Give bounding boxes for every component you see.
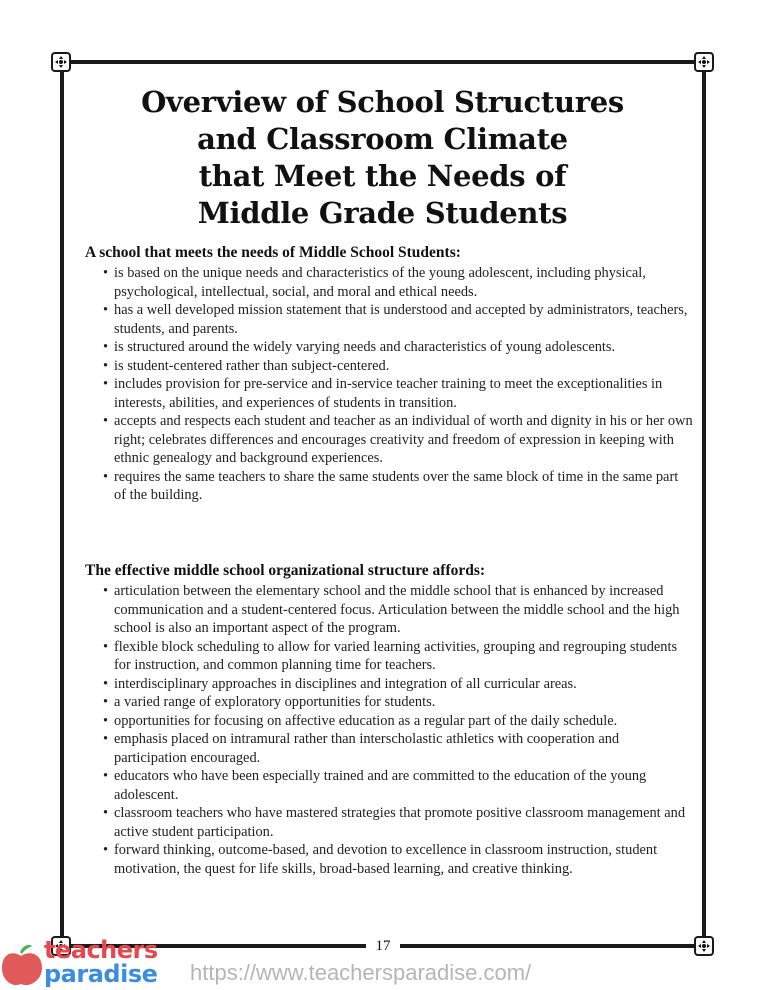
title-line: and Classroom Climate [197,122,568,156]
list-item: • educators who have been especially trained and are committed to the education of the young adolescent. [103,767,693,804]
list-item: • requires the same teachers to share the same students over the same block of time in the same part of the building. [103,468,693,505]
list-item: • has a well developed mission statement that is understood and accepted by administrators, teachers, students, and parents. [103,301,693,338]
ornament-icon [698,940,710,952]
page-title [90,84,675,232]
list-item: • is student-centered rather than subject-centered. [103,357,693,376]
list-item: • interdisciplinary approaches in disciplines and integration of all curricular areas. [103,675,693,694]
list-item: • articulation between the elementary school and the middle school that is enhanced by increased communication and a student-centered focus. Articulation between the middle school and the high school is also an important aspect of the program. [103,582,693,638]
title-line: Middle Grade Students [197,196,568,230]
corner-ornament-bottom-right [694,936,714,956]
frame-right-border [702,70,706,940]
list-item: • is based on the unique needs and characteristics of the young adolescent, including physical, psychological, intellectual, social, and moral and ethical needs. [103,264,693,301]
section-heading-school-needs: A school that meets the needs of Middle School Students: [85,244,461,261]
list-item: • emphasis placed on intramural rather than interscholastic athletics with cooperation and participation encouraged. [103,730,693,767]
school-needs-list [103,264,693,505]
watermark-url-link[interactable]: https://www.teachersparadise.com/ [190,960,532,985]
ornament-icon [698,56,710,68]
list-item: • is structured around the widely varying needs and characteristics of young adolescents. [103,338,693,357]
list-item: • accepts and respects each student and teacher as an individual of worth and dignity in his or her own right; celebrates differences and encourages creativity and freedom of expression in keeping with ethnic genealogy and background experiences. [103,412,693,468]
frame-left-border [60,70,64,940]
list-item: • includes provision for pre-service and in-service teacher training to meet the exceptionalities in interests, abilities, and experiences of students in transition. [103,375,693,412]
organizational-structure-list [103,582,693,878]
list-item: • forward thinking, outcome-based, and devotion to excellence in classroom instruction, student motivation, the quest for life skills, broad-based learning, and creative thinking. [103,841,693,878]
ornament-icon [55,56,67,68]
corner-ornament-top-right [694,52,714,72]
teachers-paradise-logo[interactable] [0,936,170,990]
list-item: • flexible block scheduling to allow for varied learning activities, grouping and regrouping students for instruction, and common planning time for teachers. [103,638,693,675]
title-line: that Meet the Needs of [198,159,567,193]
list-item: • opportunities for focusing on affective education as a regular part of the daily schedule. [103,712,693,731]
title-line: Overview of School Structures [141,85,624,119]
section-heading-organizational-structure: The effective middle school organizational structure affords: [85,562,486,579]
list-item: • classroom teachers who have mastered strategies that promote positive classroom management and active student participation. [103,804,693,841]
frame-top-border [70,60,695,64]
logo-text-teachers: teachers [44,936,158,964]
logo-text-paradise: paradise [44,960,158,988]
corner-ornament-top-left [51,52,71,72]
apple-icon [0,942,44,988]
list-item: • a varied range of exploratory opportunities for students. [103,693,693,712]
page-number: 17 [366,938,400,955]
